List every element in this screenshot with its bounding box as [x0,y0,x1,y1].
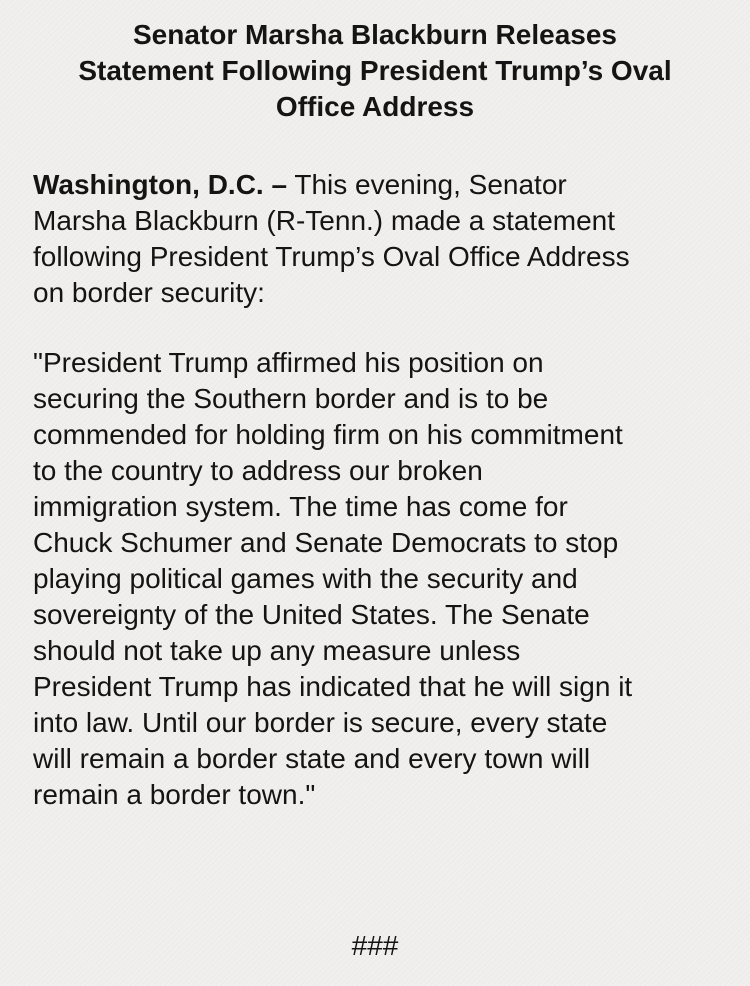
quote-line: President Trump has indicated that he will sign it [33,671,633,702]
intro-line: This evening, Senator [287,169,567,200]
intro-line: on border security: [33,277,265,308]
quote-line: into law. Until our border is secure, every state [33,707,608,738]
statement-quote [33,345,733,813]
title-line: Senator Marsha Blackburn Releases [133,19,617,50]
intro-line: following President Trump’s Oval Office Address [33,241,630,272]
quote-line: Chuck Schumer and Senate Democrats to stop [33,527,619,558]
quote-line: to the country to address our broken [33,455,483,486]
quote-line: immigration system. The time has come for [33,491,568,522]
quote-line: remain a border town." [33,779,316,810]
quote-line: will remain a border state and every town will [33,743,591,774]
title-line: Office Address [275,91,475,122]
title-line: Statement Following President Trump’s Oval [78,55,672,86]
dateline: Washington, D.C. – [33,169,288,200]
quote-line: securing the Southern border and is to be [33,383,549,414]
quote-line: sovereignty of the United States. The Senate [33,599,590,630]
quote-line: playing political games with the security and [33,563,578,594]
intro-line: Marsha Blackburn (R-Tenn.) made a statement [33,205,616,236]
quote-line: should not take up any measure unless [33,635,521,666]
press-release-title [20,17,730,125]
end-mark: ### [351,930,399,961]
quote-line: "President Trump affirmed his position on [33,347,544,378]
intro-paragraph [33,167,733,311]
quote-line: commended for holding firm on his commitment [33,419,623,450]
